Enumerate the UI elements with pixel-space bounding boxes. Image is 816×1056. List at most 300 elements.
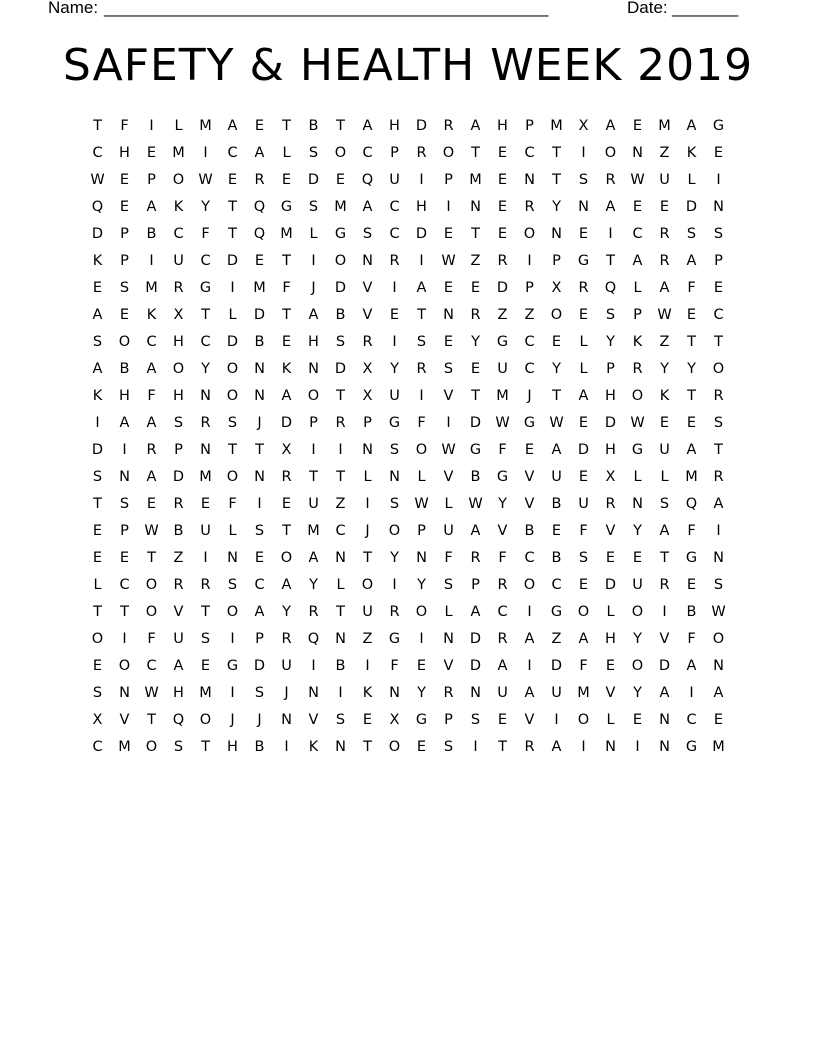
grid-letter[interactable]: X (92, 712, 103, 728)
grid-letter[interactable]: E (443, 334, 454, 350)
grid-letter[interactable]: N (254, 388, 265, 404)
grid-letter[interactable]: R (416, 145, 427, 161)
grid-letter[interactable]: D (577, 442, 590, 458)
grid-letter[interactable]: O (226, 604, 239, 620)
grid-letter[interactable]: A (686, 442, 697, 458)
grid-letter[interactable]: I (311, 658, 316, 674)
grid-letter[interactable]: S (200, 631, 211, 647)
grid-letter[interactable]: R (443, 118, 454, 134)
grid-letter[interactable]: H (173, 685, 184, 701)
grid-letter[interactable]: T (201, 307, 210, 323)
grid-letter[interactable]: T (606, 253, 615, 269)
grid-letter[interactable]: F (687, 631, 696, 647)
grid-letter[interactable]: C (92, 145, 103, 161)
grid-letter[interactable]: G (631, 442, 644, 458)
grid-letter[interactable]: D (550, 658, 563, 674)
grid-letter[interactable]: G (280, 199, 293, 215)
grid-letter[interactable]: D (334, 361, 347, 377)
grid-letter[interactable]: S (713, 415, 724, 431)
grid-letter[interactable]: E (119, 550, 130, 566)
grid-letter[interactable]: N (254, 469, 265, 485)
grid-letter[interactable]: E (416, 658, 427, 674)
grid-letter[interactable]: S (173, 415, 184, 431)
grid-letter[interactable]: H (605, 442, 616, 458)
grid-letter[interactable]: A (578, 631, 589, 647)
grid-letter[interactable]: A (416, 280, 427, 296)
grid-letter[interactable]: E (92, 550, 103, 566)
grid-letter[interactable]: L (606, 604, 615, 620)
grid-letter[interactable]: N (524, 172, 535, 188)
grid-letter[interactable]: S (443, 577, 454, 593)
grid-letter[interactable]: T (660, 550, 669, 566)
grid-letter[interactable]: S (443, 361, 454, 377)
grid-letter[interactable]: D (226, 253, 239, 269)
grid-letter[interactable]: K (632, 334, 643, 350)
grid-letter[interactable]: O (604, 145, 617, 161)
grid-letter[interactable]: H (227, 739, 238, 755)
grid-letter[interactable]: N (119, 685, 130, 701)
grid-letter[interactable]: O (145, 604, 158, 620)
grid-letter[interactable]: E (254, 550, 265, 566)
grid-letter[interactable]: E (497, 712, 508, 728)
grid-letter[interactable]: N (254, 361, 265, 377)
grid-letter[interactable]: G (550, 604, 563, 620)
grid-letter[interactable]: W (144, 685, 159, 701)
grid-letter[interactable]: X (578, 118, 589, 134)
grid-letter[interactable]: U (578, 496, 589, 512)
grid-letter[interactable]: Y (606, 334, 615, 350)
grid-letter[interactable]: Q (253, 199, 266, 215)
grid-letter[interactable]: A (119, 415, 130, 431)
grid-letter[interactable]: C (524, 334, 535, 350)
grid-letter[interactable]: O (577, 604, 590, 620)
grid-letter[interactable]: G (577, 253, 590, 269)
grid-letter[interactable]: E (470, 280, 481, 296)
grid-letter[interactable]: O (388, 523, 401, 539)
grid-letter[interactable]: U (362, 604, 373, 620)
grid-letter[interactable]: G (226, 658, 239, 674)
grid-letter[interactable]: I (365, 658, 370, 674)
grid-letter[interactable]: F (579, 658, 588, 674)
grid-letter[interactable]: E (524, 442, 535, 458)
grid-letter[interactable]: I (149, 118, 154, 134)
grid-letter[interactable]: I (257, 496, 262, 512)
grid-letter[interactable]: T (120, 604, 129, 620)
grid-letter[interactable]: G (388, 415, 401, 431)
grid-letter[interactable]: K (146, 307, 157, 323)
grid-letter[interactable]: P (633, 307, 642, 323)
grid-letter[interactable]: I (716, 523, 721, 539)
grid-letter[interactable]: E (92, 658, 103, 674)
grid-letter[interactable]: O (523, 226, 536, 242)
grid-letter[interactable]: Y (201, 361, 210, 377)
grid-letter[interactable]: S (227, 577, 238, 593)
grid-letter[interactable]: N (632, 496, 643, 512)
grid-letter[interactable]: P (444, 712, 453, 728)
word-search-grid[interactable] (84, 113, 732, 761)
grid-letter[interactable]: C (524, 550, 535, 566)
grid-letter[interactable]: F (120, 118, 129, 134)
grid-letter[interactable]: V (362, 280, 373, 296)
grid-letter[interactable]: W (495, 415, 510, 431)
grid-letter[interactable]: E (632, 550, 643, 566)
grid-letter[interactable]: M (307, 523, 320, 539)
grid-letter[interactable]: K (362, 685, 373, 701)
grid-letter[interactable]: E (119, 307, 130, 323)
grid-letter[interactable]: R (200, 415, 211, 431)
grid-letter[interactable]: Z (524, 307, 535, 323)
grid-letter[interactable]: O (415, 604, 428, 620)
grid-letter[interactable]: P (147, 172, 156, 188)
grid-letter[interactable]: T (309, 469, 318, 485)
date-field[interactable]: _______ (672, 0, 739, 17)
grid-letter[interactable]: S (92, 334, 103, 350)
grid-letter[interactable]: J (527, 388, 532, 404)
grid-letter[interactable]: U (497, 361, 508, 377)
grid-letter[interactable]: Y (282, 604, 291, 620)
grid-letter[interactable]: R (416, 361, 427, 377)
grid-letter[interactable]: R (173, 496, 184, 512)
grid-letter[interactable]: Y (390, 361, 399, 377)
grid-letter[interactable]: S (605, 307, 616, 323)
grid-letter[interactable]: Y (390, 550, 399, 566)
grid-letter[interactable]: A (308, 307, 319, 323)
grid-letter[interactable]: E (686, 307, 697, 323)
grid-letter[interactable]: A (524, 631, 535, 647)
grid-letter[interactable]: M (145, 280, 158, 296)
grid-letter[interactable]: O (145, 739, 158, 755)
grid-letter[interactable]: E (578, 307, 589, 323)
grid-letter[interactable]: E (281, 334, 292, 350)
grid-letter[interactable]: S (92, 685, 103, 701)
grid-letter[interactable]: B (119, 361, 130, 377)
grid-letter[interactable]: H (308, 334, 319, 350)
grid-letter[interactable]: L (417, 469, 426, 485)
grid-letter[interactable]: R (335, 415, 346, 431)
grid-letter[interactable]: T (336, 118, 345, 134)
grid-letter[interactable]: K (659, 388, 670, 404)
grid-letter[interactable]: A (254, 604, 265, 620)
grid-letter[interactable]: W (414, 496, 429, 512)
grid-letter[interactable]: I (122, 631, 127, 647)
grid-letter[interactable]: D (172, 469, 185, 485)
grid-letter[interactable]: O (199, 712, 212, 728)
grid-letter[interactable]: R (470, 550, 481, 566)
grid-letter[interactable]: M (199, 685, 212, 701)
grid-letter[interactable]: E (497, 199, 508, 215)
grid-letter[interactable]: O (631, 658, 644, 674)
grid-letter[interactable]: A (686, 658, 697, 674)
grid-letter[interactable]: P (525, 280, 534, 296)
grid-letter[interactable]: P (444, 172, 453, 188)
grid-letter[interactable]: U (173, 253, 184, 269)
grid-letter[interactable]: A (632, 253, 643, 269)
grid-letter[interactable]: D (253, 307, 266, 323)
grid-letter[interactable]: C (389, 226, 400, 242)
grid-letter[interactable]: I (473, 739, 478, 755)
grid-letter[interactable]: L (282, 145, 291, 161)
grid-letter[interactable]: N (362, 442, 373, 458)
grid-letter[interactable]: E (632, 118, 643, 134)
grid-letter[interactable]: F (498, 550, 507, 566)
grid-letter[interactable]: D (469, 658, 482, 674)
grid-letter[interactable]: S (416, 334, 427, 350)
grid-letter[interactable]: D (91, 442, 104, 458)
grid-letter[interactable]: J (257, 712, 262, 728)
grid-letter[interactable]: I (419, 631, 424, 647)
grid-letter[interactable]: W (90, 172, 105, 188)
grid-letter[interactable]: L (336, 577, 345, 593)
grid-letter[interactable]: N (416, 550, 427, 566)
grid-letter[interactable]: I (446, 199, 451, 215)
grid-letter[interactable]: M (712, 739, 725, 755)
grid-letter[interactable]: T (93, 496, 102, 512)
grid-letter[interactable]: N (308, 685, 319, 701)
grid-letter[interactable]: C (713, 307, 724, 323)
grid-letter[interactable]: E (389, 307, 400, 323)
grid-letter[interactable]: I (635, 739, 640, 755)
grid-letter[interactable]: T (255, 442, 264, 458)
grid-letter[interactable]: J (257, 415, 262, 431)
grid-letter[interactable]: L (444, 496, 453, 512)
grid-letter[interactable]: T (228, 442, 237, 458)
grid-letter[interactable]: C (92, 739, 103, 755)
grid-letter[interactable]: A (470, 118, 481, 134)
grid-letter[interactable]: B (335, 307, 346, 323)
grid-letter[interactable]: O (334, 145, 347, 161)
grid-letter[interactable]: A (146, 199, 157, 215)
grid-letter[interactable]: C (119, 577, 130, 593)
grid-letter[interactable]: R (659, 253, 670, 269)
grid-letter[interactable]: Z (497, 307, 508, 323)
grid-letter[interactable]: W (549, 415, 564, 431)
grid-letter[interactable]: Z (362, 631, 373, 647)
grid-letter[interactable]: L (93, 577, 102, 593)
grid-letter[interactable]: P (363, 415, 372, 431)
grid-letter[interactable]: D (469, 631, 482, 647)
grid-letter[interactable]: N (578, 199, 589, 215)
grid-letter[interactable]: N (200, 388, 211, 404)
grid-letter[interactable]: Q (91, 199, 104, 215)
grid-letter[interactable]: E (146, 496, 157, 512)
grid-letter[interactable]: W (144, 523, 159, 539)
grid-letter[interactable]: Z (335, 496, 346, 512)
grid-letter[interactable]: T (552, 172, 561, 188)
grid-letter[interactable]: B (254, 334, 265, 350)
grid-letter[interactable]: Y (552, 361, 561, 377)
grid-letter[interactable]: A (92, 361, 103, 377)
grid-letter[interactable]: N (605, 739, 616, 755)
grid-letter[interactable]: S (389, 496, 400, 512)
grid-letter[interactable]: T (363, 550, 372, 566)
grid-letter[interactable]: K (92, 253, 103, 269)
grid-letter[interactable]: S (443, 739, 454, 755)
grid-letter[interactable]: O (145, 577, 158, 593)
grid-letter[interactable]: N (389, 685, 400, 701)
grid-letter[interactable]: R (713, 388, 724, 404)
grid-letter[interactable]: Z (551, 631, 562, 647)
grid-letter[interactable]: P (120, 226, 129, 242)
grid-letter[interactable]: R (470, 307, 481, 323)
grid-letter[interactable]: R (389, 604, 400, 620)
grid-letter[interactable]: X (605, 469, 616, 485)
grid-letter[interactable]: N (470, 685, 481, 701)
grid-letter[interactable]: B (173, 523, 184, 539)
grid-letter[interactable]: P (552, 253, 561, 269)
grid-letter[interactable]: O (226, 388, 239, 404)
grid-letter[interactable]: P (525, 118, 534, 134)
grid-letter[interactable]: I (392, 280, 397, 296)
grid-letter[interactable]: M (550, 118, 563, 134)
grid-letter[interactable]: O (118, 334, 131, 350)
grid-letter[interactable]: S (119, 496, 130, 512)
grid-letter[interactable]: E (632, 199, 643, 215)
grid-letter[interactable]: S (92, 469, 103, 485)
grid-letter[interactable]: G (523, 415, 536, 431)
grid-letter[interactable]: T (228, 226, 237, 242)
grid-letter[interactable]: D (226, 334, 239, 350)
grid-letter[interactable]: A (659, 685, 670, 701)
grid-letter[interactable]: I (392, 334, 397, 350)
grid-letter[interactable]: E (551, 523, 562, 539)
grid-letter[interactable]: L (228, 523, 237, 539)
grid-letter[interactable]: A (362, 118, 373, 134)
grid-letter[interactable]: R (362, 334, 373, 350)
grid-letter[interactable]: Y (201, 199, 210, 215)
grid-letter[interactable]: D (91, 226, 104, 242)
grid-letter[interactable]: C (524, 361, 535, 377)
grid-letter[interactable]: W (198, 172, 213, 188)
grid-letter[interactable]: B (146, 226, 157, 242)
grid-letter[interactable]: B (470, 469, 481, 485)
grid-letter[interactable]: G (334, 226, 347, 242)
grid-letter[interactable]: R (497, 631, 508, 647)
grid-letter[interactable]: V (443, 658, 454, 674)
grid-letter[interactable]: P (606, 361, 615, 377)
grid-letter[interactable]: N (713, 658, 724, 674)
grid-letter[interactable]: E (281, 172, 292, 188)
grid-letter[interactable]: R (659, 226, 670, 242)
grid-letter[interactable]: I (554, 712, 559, 728)
grid-letter[interactable]: E (335, 172, 346, 188)
grid-letter[interactable]: T (336, 388, 345, 404)
grid-letter[interactable]: A (551, 442, 562, 458)
grid-letter[interactable]: Q (685, 496, 698, 512)
grid-letter[interactable]: I (527, 604, 532, 620)
grid-letter[interactable]: N (713, 550, 724, 566)
grid-letter[interactable]: C (551, 577, 562, 593)
grid-letter[interactable]: S (362, 226, 373, 242)
grid-letter[interactable]: Z (659, 145, 670, 161)
grid-letter[interactable]: F (390, 658, 399, 674)
grid-letter[interactable]: S (254, 685, 265, 701)
grid-letter[interactable]: M (469, 172, 482, 188)
grid-letter[interactable]: N (659, 712, 670, 728)
grid-letter[interactable]: R (659, 577, 670, 593)
grid-letter[interactable]: L (444, 604, 453, 620)
grid-letter[interactable]: E (119, 199, 130, 215)
grid-letter[interactable]: V (659, 631, 670, 647)
grid-letter[interactable]: F (147, 388, 156, 404)
grid-letter[interactable]: V (524, 469, 535, 485)
grid-letter[interactable]: A (524, 685, 535, 701)
grid-letter[interactable]: T (93, 118, 102, 134)
grid-letter[interactable]: G (415, 712, 428, 728)
grid-letter[interactable]: E (470, 361, 481, 377)
grid-letter[interactable]: D (253, 658, 266, 674)
grid-letter[interactable]: T (687, 388, 696, 404)
grid-letter[interactable]: W (630, 415, 645, 431)
grid-letter[interactable]: R (173, 577, 184, 593)
grid-letter[interactable]: L (579, 361, 588, 377)
grid-letter[interactable]: U (173, 631, 184, 647)
grid-letter[interactable]: Z (659, 334, 670, 350)
grid-letter[interactable]: H (416, 199, 427, 215)
grid-letter[interactable]: C (524, 145, 535, 161)
grid-letter[interactable]: Z (173, 550, 184, 566)
grid-letter[interactable]: I (419, 253, 424, 269)
grid-letter[interactable]: X (173, 307, 184, 323)
grid-letter[interactable]: F (498, 442, 507, 458)
grid-letter[interactable]: E (416, 739, 427, 755)
grid-letter[interactable]: E (578, 469, 589, 485)
grid-letter[interactable]: A (308, 550, 319, 566)
grid-letter[interactable]: K (281, 361, 292, 377)
grid-letter[interactable]: U (551, 685, 562, 701)
grid-letter[interactable]: O (334, 253, 347, 269)
grid-letter[interactable]: T (336, 604, 345, 620)
grid-letter[interactable]: Y (498, 496, 507, 512)
grid-letter[interactable]: C (200, 334, 211, 350)
grid-letter[interactable]: T (498, 739, 507, 755)
grid-letter[interactable]: V (308, 712, 319, 728)
grid-letter[interactable]: A (227, 118, 238, 134)
grid-letter[interactable]: R (281, 631, 292, 647)
grid-letter[interactable]: B (686, 604, 697, 620)
grid-letter[interactable]: O (712, 361, 725, 377)
grid-letter[interactable]: S (659, 496, 670, 512)
grid-letter[interactable]: B (524, 523, 535, 539)
grid-letter[interactable]: A (686, 118, 697, 134)
grid-letter[interactable]: N (389, 469, 400, 485)
grid-letter[interactable]: A (713, 685, 724, 701)
grid-letter[interactable]: T (417, 307, 426, 323)
grid-letter[interactable]: F (444, 550, 453, 566)
grid-letter[interactable]: E (92, 523, 103, 539)
grid-letter[interactable]: R (524, 199, 535, 215)
grid-letter[interactable]: U (389, 172, 400, 188)
grid-letter[interactable]: P (120, 253, 129, 269)
grid-letter[interactable]: Q (172, 712, 185, 728)
grid-letter[interactable]: I (581, 145, 586, 161)
grid-letter[interactable]: A (605, 199, 616, 215)
grid-letter[interactable]: S (308, 199, 319, 215)
grid-letter[interactable]: L (660, 469, 669, 485)
grid-letter[interactable]: C (632, 226, 643, 242)
grid-letter[interactable]: I (365, 496, 370, 512)
grid-letter[interactable]: D (469, 415, 482, 431)
grid-letter[interactable]: C (497, 604, 508, 620)
grid-letter[interactable]: I (95, 415, 100, 431)
grid-letter[interactable]: I (338, 442, 343, 458)
grid-letter[interactable]: D (658, 658, 671, 674)
grid-letter[interactable]: E (497, 172, 508, 188)
grid-letter[interactable]: V (605, 685, 616, 701)
grid-letter[interactable]: E (497, 226, 508, 242)
grid-letter[interactable]: V (524, 496, 535, 512)
grid-letter[interactable]: L (309, 226, 318, 242)
grid-letter[interactable]: U (389, 388, 400, 404)
